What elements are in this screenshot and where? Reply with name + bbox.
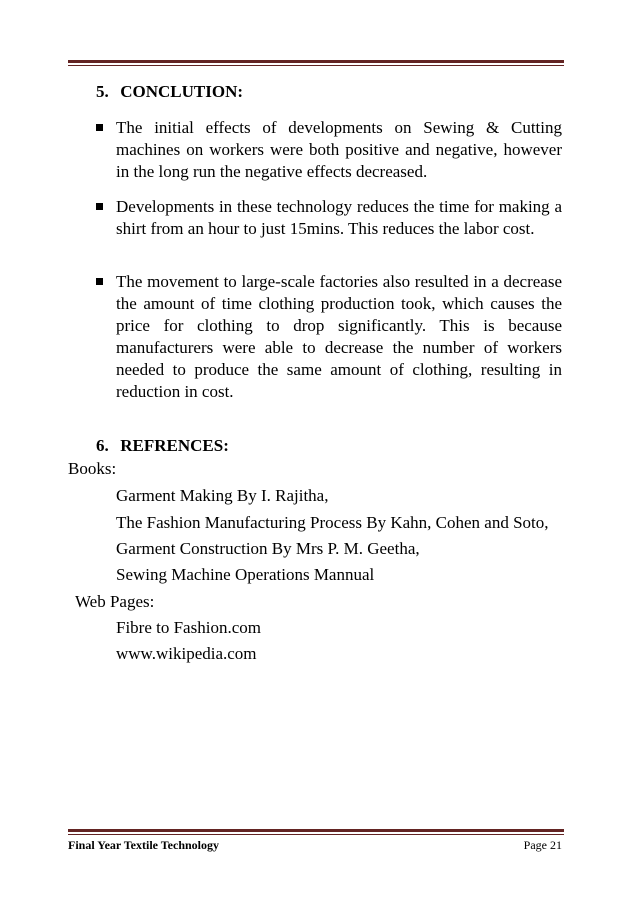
section-5-heading xyxy=(96,82,243,102)
conclusion-bullet-1-list xyxy=(96,117,562,183)
web-page-item: Fibre to Fashion.com xyxy=(116,618,261,637)
conclusion-bullet-3-text: The movement to large-scale factories also resulted in a decrease the amount of time clothing production took, which causes the price for clothing to drop significantly. This is because manufacturers were able to decrease the number of workers needed to produce the same amount of clothing, resulting in reduction in cost. xyxy=(116,272,562,401)
books-label: Books: xyxy=(68,459,117,478)
web-pages-label: Web Pages: xyxy=(75,592,155,611)
section-5-number: 5. xyxy=(96,82,109,101)
footer-rule xyxy=(68,829,564,835)
section-5-title: CONCLUTION: xyxy=(120,82,244,101)
conclusion-bullet-2 xyxy=(96,196,562,240)
conclusion-bullet-1 xyxy=(96,117,562,183)
header-rule xyxy=(68,60,564,66)
conclusion-bullet-3 xyxy=(96,271,562,403)
conclusion-bullet-2-list xyxy=(96,196,562,240)
book-item: The Fashion Manufacturing Process By Kahn, Cohen and Soto, xyxy=(116,513,549,532)
square-bullet-icon xyxy=(96,203,103,210)
square-bullet-icon xyxy=(96,278,103,285)
page-number: Page 21 xyxy=(523,838,562,852)
book-item: Garment Construction By Mrs P. M. Geetha, xyxy=(116,539,420,558)
conclusion-bullet-1-text: The initial effects of developments on Sewing & Cutting machines on workers were both positive and negative, however in the long run the negative effects decreased. xyxy=(116,118,562,181)
section-6-number: 6. xyxy=(96,436,109,455)
conclusion-bullet-2-text: Developments in these technology reduces the time for making a shirt from an hour to just 15mins. This reduces the labor cost. xyxy=(116,197,562,238)
square-bullet-icon xyxy=(96,124,103,131)
book-item: Garment Making By I. Rajitha, xyxy=(116,486,329,505)
book-item: Sewing Machine Operations Mannual xyxy=(116,565,375,584)
section-6-title: REFRENCES: xyxy=(120,436,229,455)
footer-title: Final Year Textile Technology xyxy=(68,838,220,852)
section-6-heading xyxy=(96,436,229,456)
conclusion-bullet-3-list xyxy=(96,271,562,403)
web-page-item: www.wikipedia.com xyxy=(116,644,257,663)
